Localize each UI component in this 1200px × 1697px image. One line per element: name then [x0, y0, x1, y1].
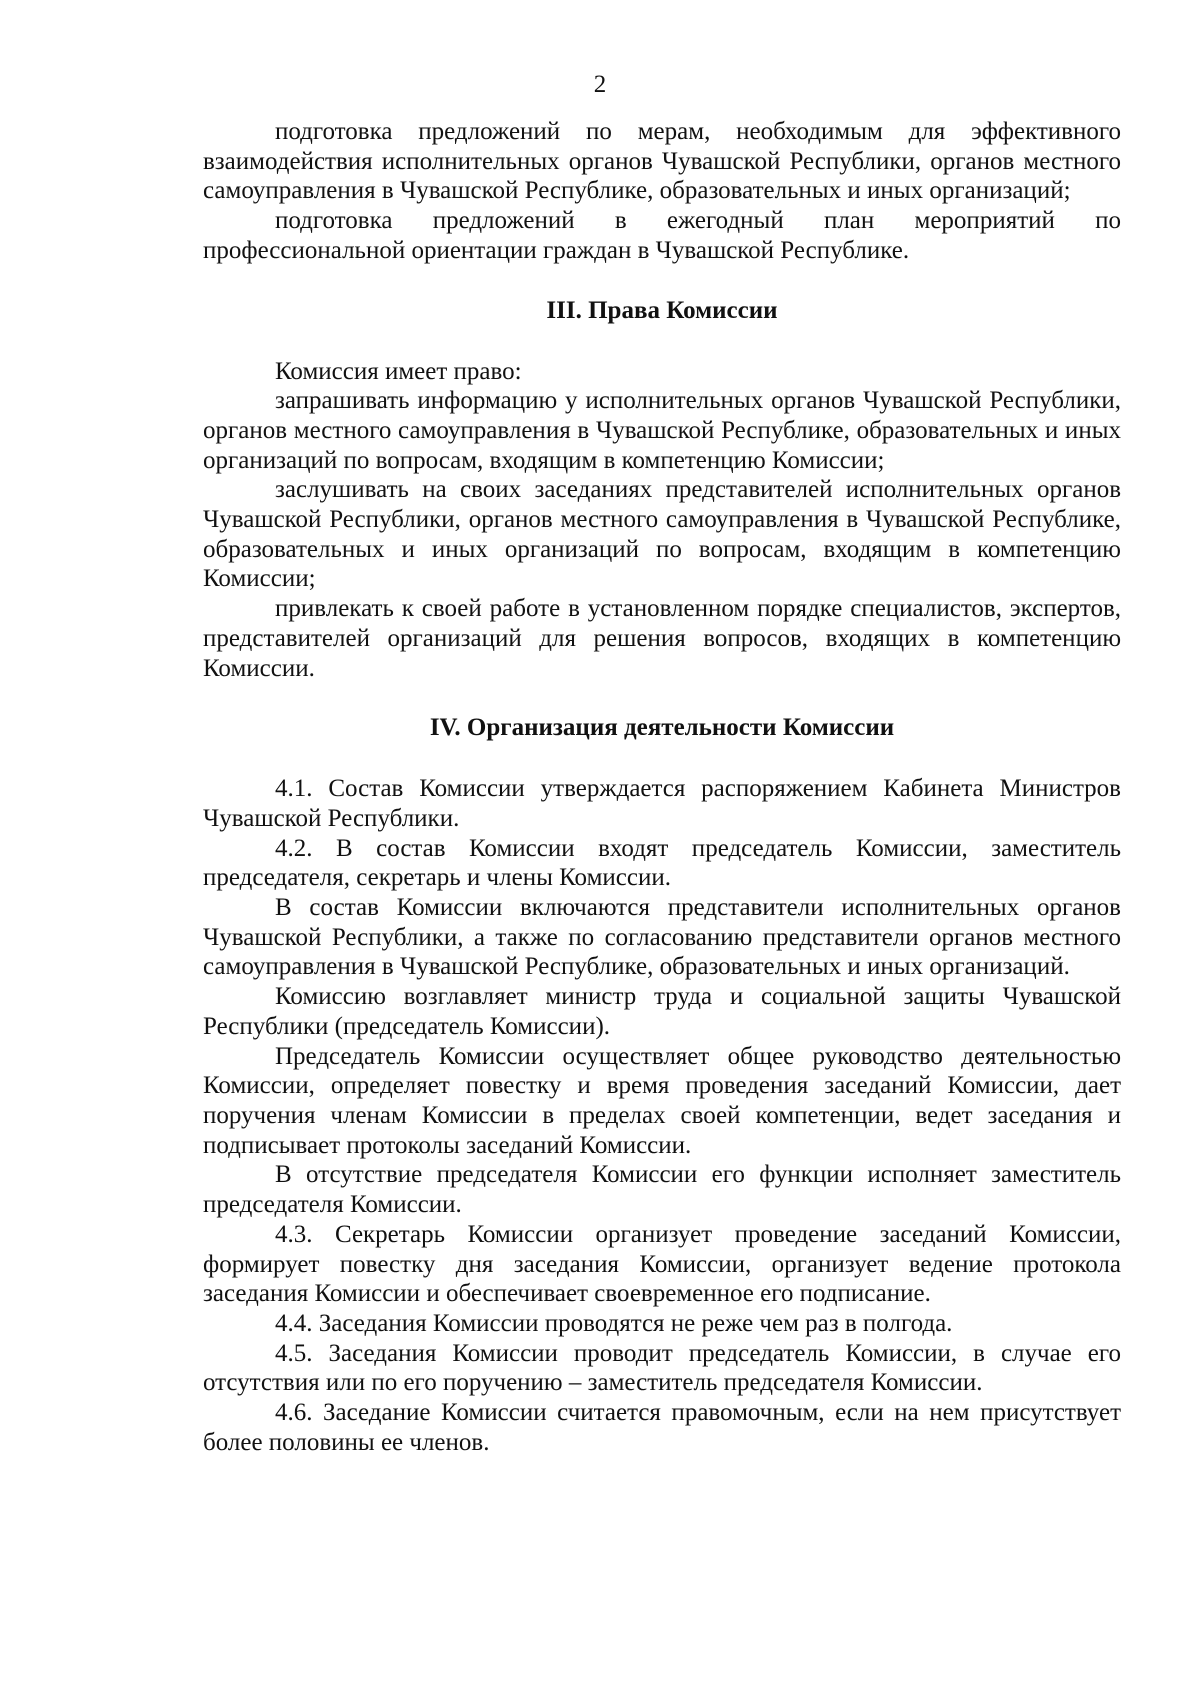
paragraph-proposals-annual-plan: подготовка предложений в ежегодный план мероприятий по профессиональной ориентации граждан в Чувашской Республике. — [203, 207, 1121, 264]
document-body — [203, 117, 1121, 1457]
page-number: 2 — [593, 71, 607, 98]
paragraph-involve-specialists: привлекать к своей работе в установленном порядке специалистов, экспертов, представителей организаций для решения вопросов, входящих в компетенцию Комиссии. — [203, 595, 1121, 682]
paragraph-4-6: 4.6. Заседание Комиссии считается правомочным, если на нем присутствует более половины ее членов. — [203, 1399, 1121, 1456]
paragraph-4-2: 4.2. В состав Комиссии входят председатель Комиссии, заместитель председателя, секретарь и члены Комиссии. — [203, 834, 1121, 892]
paragraph-4-1: 4.1. Состав Комиссии утверждается распоряжением Кабинета Министров Чувашской Республики. — [203, 775, 1121, 832]
paragraph-deputy-functions: В отсутствие председателя Комиссии его функции исполняет заместитель председателя Комиссии. — [203, 1161, 1121, 1219]
paragraph-4-3: 4.3. Секретарь Комиссии организует проведение заседаний Комиссии, формирует повестку дня заседания Комиссии, организует ведение протокола заседания Комиссии и обеспечивает своевременное его подписание. — [203, 1220, 1121, 1308]
paragraph-request-information: запрашивать информацию у исполнительных органов Чувашской Республики, органов местного самоуправления в Чувашской Республике, образовательных и иных организаций по вопросам, входящим в компетенцию Комиссии; — [203, 387, 1121, 474]
paragraph-4-5: 4.5. Заседания Комиссии проводит председатель Комиссии, в случае его отсутствия или по его поручению – заместитель председателя Комиссии. — [203, 1339, 1121, 1397]
paragraph-composition: В состав Комиссии включаются представители исполнительных органов Чувашской Республики, а также по согласованию представители органов местного самоуправления в Чувашской Республике, образовательных и иных организаций. — [203, 894, 1121, 981]
paragraph-chairman-duties: Председатель Комиссии осуществляет общее руководство деятельностью Комиссии, определяет повестку и время проведения заседаний Комиссии, дает поручения членам Комиссии в пределах своей компетенции, ведет заседания и подписывает протоколы заседаний Комиссии. — [203, 1042, 1121, 1159]
paragraph-4-4: 4.4. Заседания Комиссии проводятся не реже чем раз в полгода. — [275, 1309, 953, 1337]
section-heading-organization: IV. Организация деятельности Комиссии — [429, 714, 895, 742]
paragraph-proposals-interaction: подготовка предложений по мерам, необходимым для эффективного взаимодействия исполнительных органов Чувашской Республики, органов местного самоуправления в Чувашской Республике, образовательных и иных организаций; — [203, 118, 1121, 205]
section-heading-rights: III. Права Комиссии — [546, 296, 778, 324]
paragraph-commission-has-right: Комиссия имеет право: — [275, 357, 522, 385]
paragraph-hear-representatives: заслушивать на своих заседаниях представителей исполнительных органов Чувашской Республики, органов местного самоуправления в Чувашской Республике, образовательных и иных организаций по вопросам, входящим в компетенцию Комиссии; — [203, 476, 1121, 593]
paragraph-chairman-head: Комиссию возглавляет министр труда и социальной защиты Чувашской Республики (председатель Комиссии). — [203, 983, 1121, 1040]
